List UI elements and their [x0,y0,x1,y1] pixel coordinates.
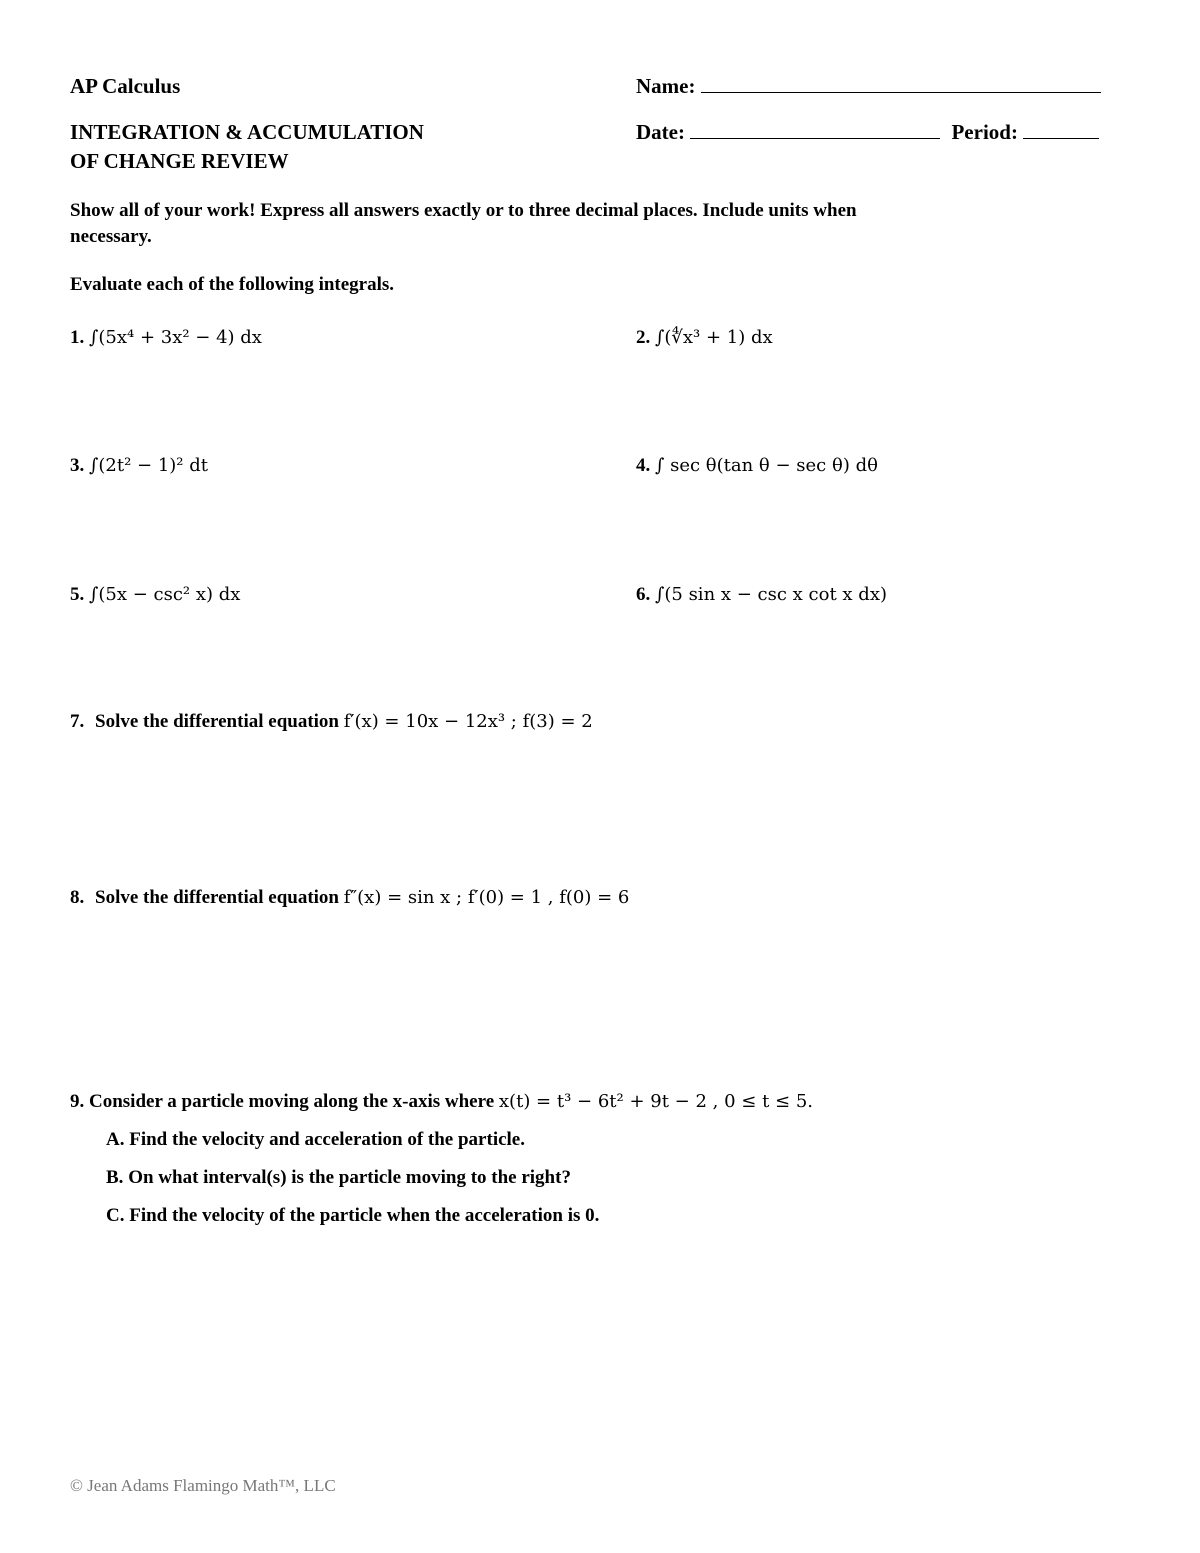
name-field[interactable] [636,74,1101,99]
problem-expression: x(t) = t³ − 6t² + 9t − 2 , 0 ≤ t ≤ 5. [498,1091,814,1112]
instructions-line1: Show all of your work! Express all answers exactly or to three decimal places. Include units when [70,200,857,221]
problem-text: Solve the differential equation [95,887,340,908]
part-label: A. [106,1129,125,1150]
problem-9 [70,1091,813,1113]
course-title: AP Calculus [70,74,181,98]
problem-number: 1. [70,327,85,348]
copyright-footer: © Jean Adams Flamingo Math™, LLC [70,1476,336,1495]
date-label: Date: [636,120,685,144]
period-blank[interactable] [1023,120,1099,139]
problem-number: 9. [70,1091,85,1112]
problem-9-part-b [106,1167,571,1189]
worksheet-title-line1: INTEGRATION & ACCUMULATION [70,120,424,144]
problem-text: Solve the differential equation [95,711,340,732]
problem-9-part-c [106,1205,599,1227]
name-label: Name: [636,74,696,98]
problem-number: 4. [636,455,651,476]
part-label: B. [106,1167,124,1188]
part-text: Find the velocity of the particle when the acceleration is 0. [129,1205,600,1226]
instructions [70,198,1130,250]
problem-8 [70,887,629,909]
problem-expression: ∫(5x⁴ + 3x² − 4) dx [89,327,262,348]
problem-number: 5. [70,584,85,605]
problem-expression: ∫ sec θ(tan θ − sec θ) dθ [655,455,878,476]
problem-expression: ∫(5 sin x − csc x cot x dx) [655,584,887,605]
name-blank[interactable] [701,74,1101,93]
problem-4 [636,455,878,477]
problem-expression: ∫(2t² − 1)² dt [89,455,208,476]
problem-number: 8. [70,887,85,908]
part-label: C. [106,1205,125,1226]
problem-number: 7. [70,711,85,732]
period-label: Period: [951,120,1018,144]
problem-text: Consider a particle moving along the x-axis where [89,1091,495,1112]
problem-expression: ∫(5x − csc² x) dx [89,584,241,605]
problem-expression: f′(x) = 10x − 12x³ ; f(3) = 2 [343,711,593,732]
problem-number: 2. [636,327,651,348]
problem-9-part-a [106,1129,525,1151]
problem-number: 3. [70,455,85,476]
problem-3 [70,455,208,477]
problem-5 [70,584,240,606]
instructions-line2: necessary. [70,226,152,247]
problem-expression: f″(x) = sin x ; f′(0) = 1 , f(0) = 6 [343,887,630,908]
part-text: On what interval(s) is the particle moving to the right? [128,1167,571,1188]
date-period-fields [636,120,1099,145]
problem-1 [70,327,262,349]
date-blank[interactable] [690,120,940,139]
problem-7 [70,711,593,733]
problem-2 [636,327,773,349]
problem-expression: ∫(∜x³ + 1) dx [655,327,773,348]
worksheet-title-line2: OF CHANGE REVIEW [70,149,289,173]
part-text: Find the velocity and acceleration of the particle. [129,1129,525,1150]
evaluate-directions: Evaluate each of the following integrals. [70,274,395,295]
problem-6 [636,584,887,606]
problem-number: 6. [636,584,651,605]
